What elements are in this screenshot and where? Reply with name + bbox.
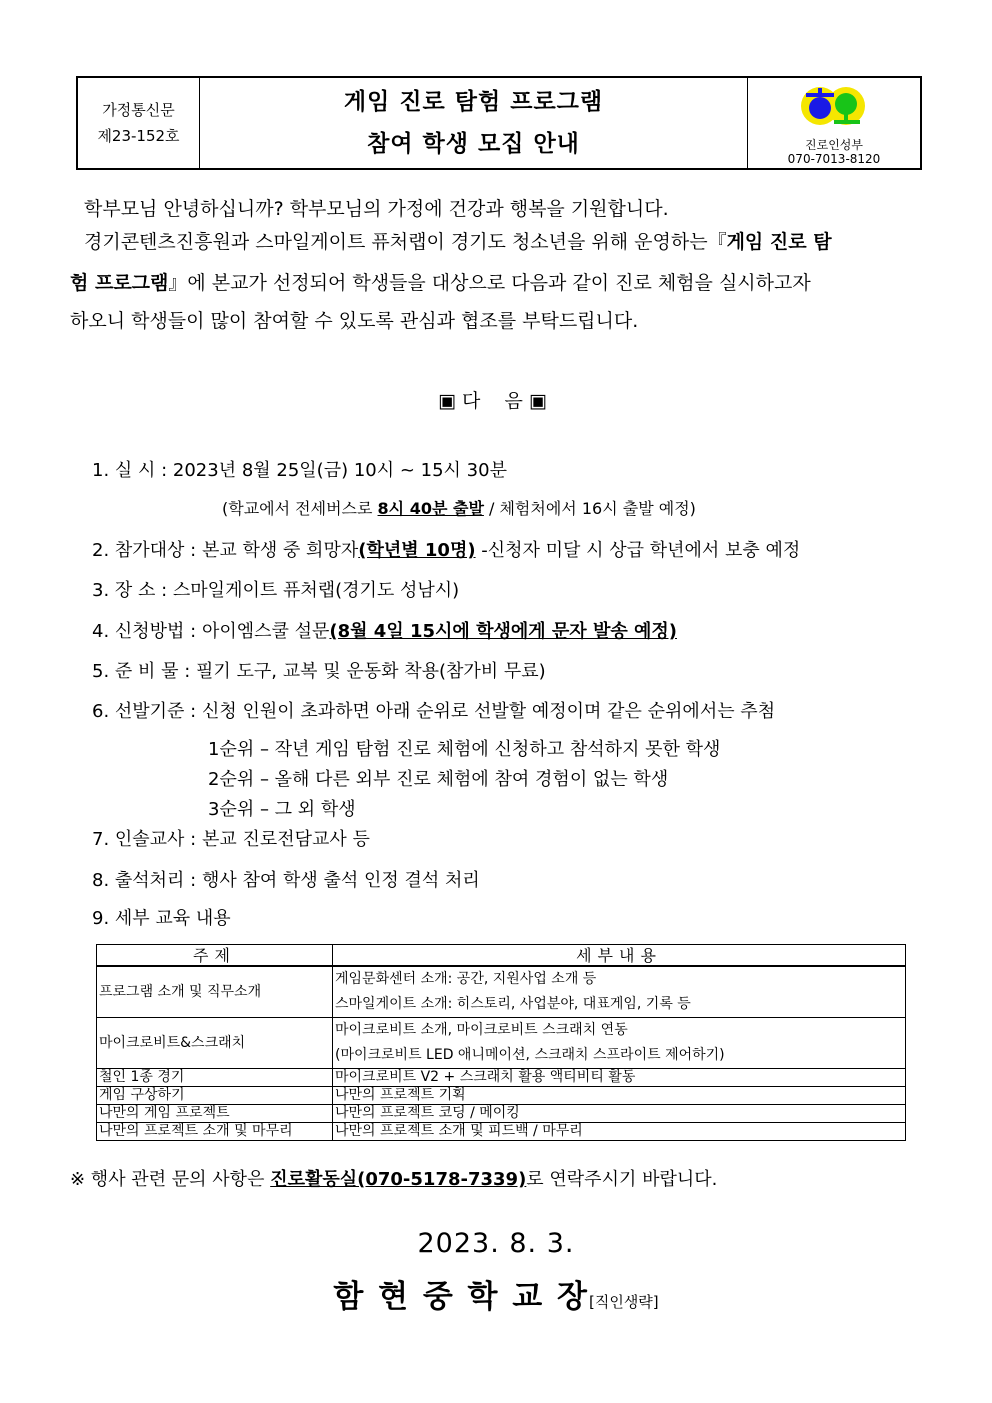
apply-text: 4. 신청방법 : 아이엠스쿨 설문 xyxy=(92,621,330,642)
table-row xyxy=(97,1123,906,1141)
title-line-2: 참여 학생 모집 안내 xyxy=(367,131,580,157)
contact-text: 로 연락주시기 바랍니다. xyxy=(526,1169,718,1190)
row-topic: 철인 1종 경기 xyxy=(97,1069,333,1087)
intro-line-3 xyxy=(70,265,811,302)
row-topic: 프로그램 소개 및 직무소개 xyxy=(97,966,333,1018)
detail-line: 마이크로비트 소개, 마이크로비트 스크래치 연동 xyxy=(335,1022,628,1038)
doc-type: 가정통신문 xyxy=(102,101,175,119)
principal-name: 함 현 중 학 교 장 xyxy=(333,1279,589,1315)
table-row xyxy=(97,1069,906,1087)
target-note: -신청자 미달 시 상급 학년에서 보충 예정 xyxy=(475,540,801,561)
row-detail xyxy=(333,1018,906,1069)
logo-cell xyxy=(748,78,920,168)
title-line-1: 게임 진로 탐험 프로그램 xyxy=(343,89,604,115)
table-row xyxy=(97,966,906,1018)
item-attendance: 8. 출석처리 : 행사 참여 학생 출석 인정 결석 처리 xyxy=(92,870,480,891)
item-apply xyxy=(92,617,677,643)
intro-text: 』에 본교가 선정되어 학생들을 대상으로 다음과 같이 진로 체험을 실시하고자 xyxy=(168,272,811,294)
row-topic: 나만의 게임 프로젝트 xyxy=(97,1105,333,1123)
department-info xyxy=(748,138,920,166)
curriculum-table xyxy=(96,944,906,1141)
target-text: 2. 참가대상 : 본교 학생 중 희망자 xyxy=(92,540,359,561)
doc-info-cell xyxy=(78,78,200,168)
detail-line: 스마일게이트 소개: 히스토리, 사업분야, 대표게임, 기록 등 xyxy=(335,996,691,1012)
rank-3: 3순위 – 그 외 학생 xyxy=(208,799,356,820)
header-box xyxy=(76,76,922,170)
program-name-part2: 험 프로그램 xyxy=(70,272,169,294)
item-date: 1. 실 시 : 2023년 8월 25일(금) 10시 ~ 15시 30분 xyxy=(92,460,507,481)
title-cell xyxy=(200,78,748,168)
department-name: 진로인성부 xyxy=(805,138,863,152)
row-detail xyxy=(333,966,906,1018)
contact-text: ※ 행사 관련 문의 사항은 xyxy=(70,1169,271,1190)
school-logo-icon xyxy=(798,84,868,134)
row-detail: 마이크로비트 V2 + 스크래치 활용 액티비티 활동 xyxy=(333,1069,906,1087)
contact-line xyxy=(70,1165,717,1191)
departure-time: 8시 40분 출발 xyxy=(377,499,484,518)
header-detail: 세부내용 xyxy=(333,945,906,967)
row-detail: 나만의 프로젝트 기획 xyxy=(333,1087,906,1105)
table-header-row xyxy=(97,945,906,967)
issue-date: 2023. 8. 3. xyxy=(417,1228,575,1259)
row-topic: 마이크로비트&스크래치 xyxy=(97,1018,333,1069)
notice-heading: ▣ 다 음 ▣ xyxy=(438,390,547,412)
item-curriculum: 9. 세부 교육 내용 xyxy=(92,908,231,929)
program-name-part1: 게임 진로 탐 xyxy=(726,231,832,253)
item-prepare: 5. 준 비 물 : 필기 도구, 교복 및 운동화 착용(참가비 무료) xyxy=(92,661,546,682)
header-topic: 주제 xyxy=(97,945,333,967)
table-row xyxy=(97,1087,906,1105)
rank-1: 1순위 – 작년 게임 탐험 진로 체험에 신청하고 참석하지 못한 학생 xyxy=(208,739,721,760)
rank-2: 2순위 – 올해 다른 외부 진로 체험에 참여 경험이 없는 학생 xyxy=(208,769,669,790)
row-topic: 게임 구상하기 xyxy=(97,1087,333,1105)
row-detail: 나만의 프로젝트 소개 및 피드백 / 마무리 xyxy=(333,1123,906,1141)
detail-line: (마이크로비트 LED 애니메이션, 스크래치 스프라이트 제어하기) xyxy=(335,1047,725,1063)
target-count: (학년별 10명) xyxy=(358,540,476,561)
item-target xyxy=(92,536,800,562)
item-teacher: 7. 인솔교사 : 본교 진로전담교사 등 xyxy=(92,829,370,850)
row-detail: 나만의 프로젝트 코딩 / 메이킹 xyxy=(333,1105,906,1123)
intro-line-1: 학부모님 안녕하십니까? 학부모님의 가정에 건강과 행복을 기원합니다. xyxy=(84,198,669,220)
intro-text: 경기콘텐츠진흥원과 스마일게이트 퓨처랩이 경기도 청소년을 위해 운영하는『 xyxy=(84,231,727,253)
doc-number: 제23-152호 xyxy=(97,127,180,145)
intro-line-2 xyxy=(84,224,922,261)
date-sub-text: (학교에서 전세버스로 xyxy=(222,499,378,518)
intro-line-4: 하오니 학생들이 많이 참여할 수 있도록 관심과 협조를 부탁드립니다. xyxy=(70,310,639,332)
department-phone: 070-7013-8120 xyxy=(787,152,881,166)
detail-line: 게임문화센터 소개: 공간, 지원사업 소개 등 xyxy=(335,971,597,987)
table-row xyxy=(97,1105,906,1123)
date-sub-text: / 체험처에서 16시 출발 예정) xyxy=(483,499,696,518)
seal-note: [직인생략] xyxy=(588,1293,659,1311)
item-place: 3. 장 소 : 스마일게이트 퓨처랩(경기도 성남시) xyxy=(92,580,460,601)
row-topic: 나만의 프로젝트 소개 및 마무리 xyxy=(97,1123,333,1141)
principal-signature xyxy=(0,1271,992,1316)
item-criteria: 6. 선발기준 : 신청 인원이 초과하면 아래 순위로 선발할 예정이며 같은 순위에서는 추첨 xyxy=(92,701,776,722)
item-date-sub xyxy=(222,496,696,519)
apply-note: (8월 4일 15시에 학생에게 문자 발송 예정) xyxy=(329,621,677,642)
contact-office: 진로활동실(070-5178-7339) xyxy=(270,1169,527,1190)
table-row xyxy=(97,1018,906,1069)
